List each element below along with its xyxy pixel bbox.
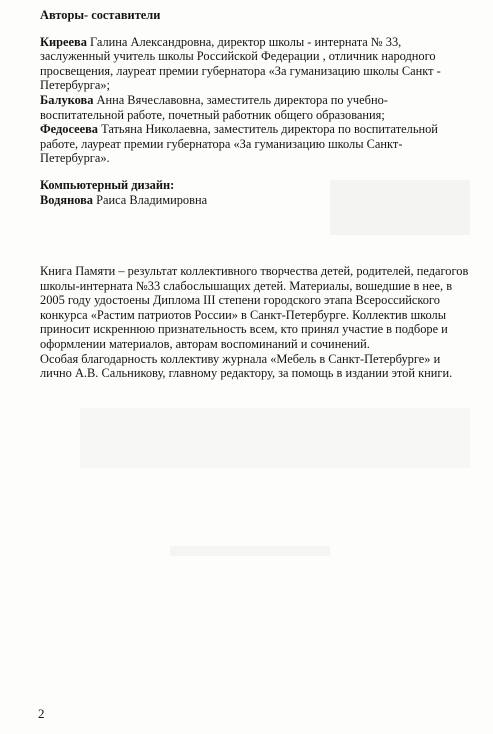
author-surname: Балукова [40, 92, 94, 107]
author-surname: Киреева [40, 34, 87, 49]
author-description: Анна Вячеславовна, заместитель директора по учебно-воспитательной работе, почетный работник общего образования; [40, 92, 388, 122]
acknowledgement-paragraph: Книга Памяти – результат коллективного творчества детей, родителей, педагогов школы-интерната №33 слабослышащих детей. Материалы, вошедшие в нее, в 2005 году удостоены Диплома III степени городского этапа Всероссийского конкурса «Растим патриотов России» в Санкт-Петербурге. Коллектив школы приносит искреннюю признательность всем, кто принял участие в подборе и оформлении материалов, авторам воспоминаний и сочинений. [40, 264, 469, 351]
author-surname: Федосеева [40, 122, 98, 137]
author-entry [40, 35, 470, 93]
author-description: Татьяна Николаевна, заместитель директора по воспитательной работе, лауреат премии губернатора «За гуманизацию школы Санкт-Петербурга». [40, 122, 438, 166]
bleed-through-shadow [170, 546, 330, 556]
authors-heading: Авторы- составители [40, 8, 161, 22]
page-number: 2 [38, 706, 45, 721]
author-entry [40, 122, 470, 166]
design-section [40, 178, 470, 207]
acknowledgement-section [40, 264, 470, 381]
designer-entry [40, 193, 470, 208]
authors-section [40, 8, 470, 166]
design-heading: Компьютерный дизайн: [40, 178, 175, 192]
acknowledgement-paragraph: Особая благодарность коллективу журнала «Мебель в Санкт-Петербурге» и лично А.В. Сальникову, главному редактору, за помощь в издании этой книги. [40, 351, 453, 381]
designer-name: Раиса Владимировна [93, 192, 208, 207]
designer-surname: Водянова [40, 192, 93, 207]
author-entry [40, 93, 470, 122]
author-description: Галина Александровна, директор школы - интерната № 33, заслуженный учитель школы Российской Федерации , отличник народного просвещения, лауреат премии губернатора «За гуманизацию школы Санкт - Петербурга»; [40, 34, 441, 93]
bleed-through-shadow [80, 408, 470, 468]
